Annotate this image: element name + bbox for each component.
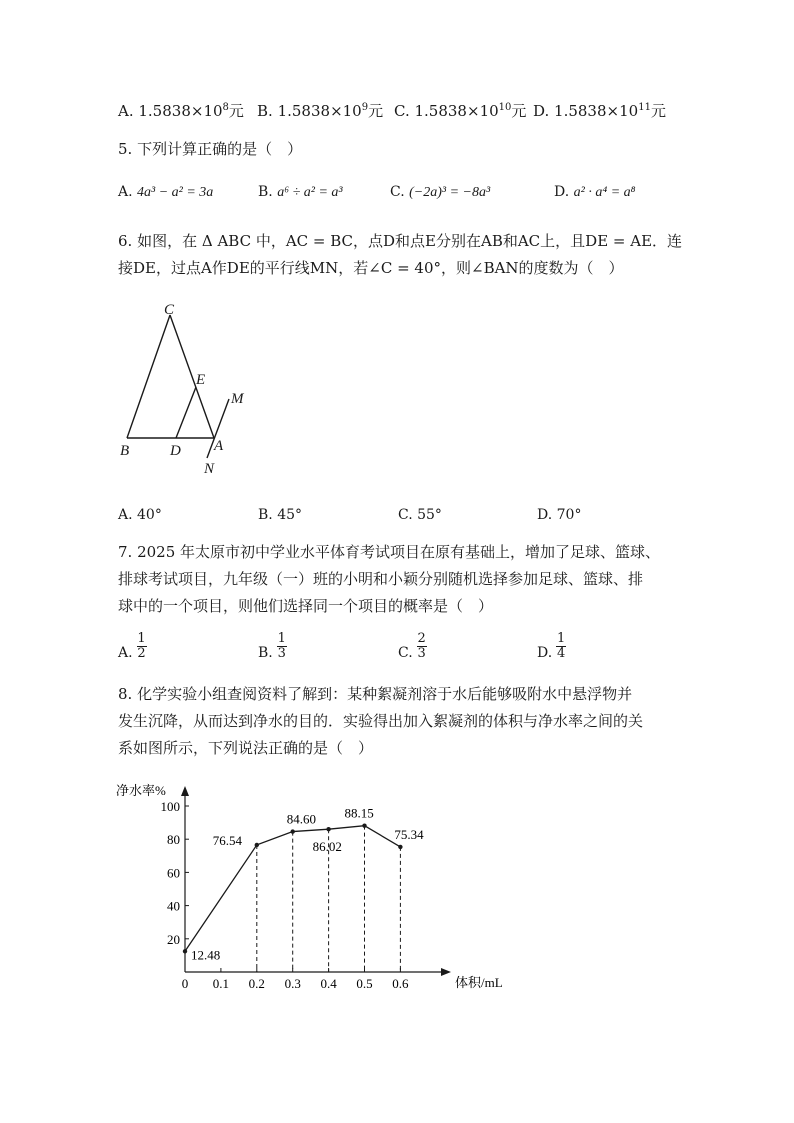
- option-mantissa: 1.5838: [138, 102, 191, 120]
- q7-option: [118, 632, 147, 661]
- x-axis-label: 体积/mL: [455, 975, 503, 990]
- option-letter: C.: [390, 184, 410, 200]
- option-letter: A.: [118, 184, 138, 200]
- data-label: 86.02: [312, 839, 342, 855]
- data-point: [362, 823, 366, 827]
- x-tick-label: 0: [181, 976, 189, 991]
- q8-stem-line3: 系如图所示，下列说法正确的是（ ）: [118, 739, 374, 757]
- q4-option: [533, 100, 666, 121]
- option-letter: D.: [554, 184, 574, 200]
- q7-option: [398, 632, 427, 661]
- label-B: B: [120, 443, 130, 459]
- q8-stem-line1: 8. 化学实验小组查阅资料了解到：某种絮凝剂溶于水后能够吸附水中悬浮物并: [118, 685, 633, 703]
- data-label: 76.54: [212, 832, 243, 848]
- q8-stem-line2: 发生沉降，从而达到净水的目的．实验得出加入絮凝剂的体积与净水率之间的关: [118, 712, 644, 730]
- option-fraction: [137, 632, 147, 661]
- option-expression: a⁶ ÷ a² = a³: [277, 185, 343, 200]
- option-base: 10: [342, 102, 362, 120]
- data-point: [398, 845, 402, 849]
- q6-triangle-figure: [110, 295, 270, 485]
- q6-option: C. 55°: [398, 507, 442, 523]
- data-label: 75.34: [394, 826, 424, 842]
- q7-stem-line1: 7. 2025 年太原市初中学业水平体育考试项目在原有基础上，增加了足球、篮球、: [118, 543, 661, 561]
- option-exponent: 10: [498, 102, 512, 113]
- x-axis-arrow: [441, 968, 451, 976]
- fraction-numerator: 1: [137, 631, 146, 646]
- option-letter: B.: [258, 184, 278, 200]
- option-exponent: 9: [361, 102, 369, 113]
- option-exponent: 11: [638, 102, 651, 113]
- label-E: E: [196, 372, 206, 388]
- option-letter: C.: [394, 102, 415, 120]
- option-times: ×: [606, 102, 620, 120]
- q6-stem-line2: 接DE，过点A作DE的平行线MN，若∠C = 40°，则∠BAN的度数为（ ）: [118, 259, 624, 277]
- option-letter: B.: [257, 102, 278, 120]
- option-fraction: [277, 632, 287, 661]
- q5-option: [390, 184, 490, 201]
- x-tick-label: 0.2: [248, 976, 265, 991]
- fraction-numerator: 2: [417, 631, 426, 646]
- fraction-denominator: 3: [417, 646, 426, 661]
- option-unit: 元: [368, 102, 384, 120]
- q5-option: [118, 184, 213, 201]
- x-tick-label: 0.3: [284, 976, 301, 991]
- q7-option: [537, 632, 566, 661]
- option-base: 10: [619, 102, 639, 120]
- option-base: 10: [203, 102, 223, 120]
- option-expression: a² · a⁴ = a⁸: [573, 185, 636, 200]
- fraction-denominator: 3: [277, 646, 286, 661]
- option-times: ×: [466, 102, 480, 120]
- data-point: [326, 827, 330, 831]
- option-mantissa: 1.5838: [554, 102, 607, 120]
- fraction-denominator: 2: [137, 646, 146, 661]
- q7-stem-line3: 球中的一个项目，则他们选择同一个项目的概率是（ ）: [118, 597, 494, 615]
- q6-option: A. 40°: [118, 507, 162, 523]
- q7-stem-line2: 排球考试项目，九年级（一）班的小明和小颖分别随机选择参加足球、篮球、排: [118, 570, 644, 588]
- option-expression: (−2a)³ = −8a³: [409, 185, 491, 200]
- data-label: 88.15: [344, 805, 374, 821]
- y-tick-label: 40: [167, 898, 180, 914]
- label-D: D: [170, 443, 181, 459]
- option-letter: C.: [398, 645, 413, 661]
- data-point: [291, 829, 295, 833]
- option-letter: A.: [118, 102, 139, 120]
- option-expression: 4a³ − a² = 3a: [137, 185, 214, 200]
- x-tick-label: 0.6: [392, 976, 409, 991]
- q4-option: [257, 100, 383, 121]
- fraction-numerator: 1: [557, 631, 566, 646]
- option-exponent: 8: [222, 102, 229, 113]
- option-unit: 元: [650, 102, 666, 120]
- option-letter: D.: [533, 102, 555, 120]
- option-unit: 元: [511, 102, 527, 120]
- option-times: ×: [330, 102, 343, 120]
- q6-stem-line1: 6. 如图，在 Δ ABC 中，AC = BC，点D和点E分别在AB和AC上，且DE = AE．连: [118, 232, 683, 250]
- option-times: ×: [190, 102, 204, 120]
- option-mantissa: 1.5838: [414, 102, 467, 120]
- data-label: 12.48: [191, 947, 221, 963]
- option-fraction: [417, 632, 427, 661]
- q5-stem: 5. 下列计算正确的是（ ）: [118, 140, 303, 158]
- option-letter: D.: [537, 645, 553, 661]
- option-base: 10: [479, 102, 499, 120]
- label-C: C: [164, 302, 175, 318]
- option-unit: 元: [228, 102, 244, 120]
- side-CB: [127, 315, 170, 438]
- x-tick-label: 0.4: [320, 976, 337, 991]
- y-tick-label: 100: [160, 799, 180, 814]
- x-tick-label: 0.5: [356, 976, 373, 991]
- option-mantissa: 1.5838: [277, 102, 331, 120]
- label-A: A: [214, 438, 224, 454]
- segment-DE: [176, 387, 196, 438]
- y-tick-label: 20: [167, 931, 180, 947]
- q6-option: D. 70°: [537, 507, 582, 523]
- y-tick-label: 60: [167, 865, 180, 881]
- label-M: M: [231, 391, 244, 407]
- data-point: [183, 949, 187, 953]
- q4-option: [394, 100, 526, 121]
- q6-option: B. 45°: [258, 507, 303, 523]
- q4-option: [118, 100, 244, 121]
- fraction-denominator: 4: [557, 646, 566, 661]
- fraction-numerator: 1: [277, 631, 286, 646]
- option-fraction: [556, 632, 566, 661]
- option-letter: B.: [258, 645, 273, 661]
- x-tick-label: 0.1: [212, 976, 230, 991]
- y-axis-label: 净水率%: [116, 783, 166, 798]
- side-CA: [170, 315, 214, 438]
- label-N: N: [204, 461, 215, 477]
- data-point: [255, 843, 259, 847]
- q7-option: [258, 632, 287, 661]
- q5-option: [258, 184, 343, 201]
- y-tick-label: 80: [167, 832, 180, 848]
- data-label: 84.60: [286, 811, 316, 827]
- y-axis-arrow: [181, 786, 189, 796]
- q5-option: [554, 184, 636, 201]
- option-letter: A.: [118, 645, 133, 661]
- water-purification-chart: [110, 770, 503, 1000]
